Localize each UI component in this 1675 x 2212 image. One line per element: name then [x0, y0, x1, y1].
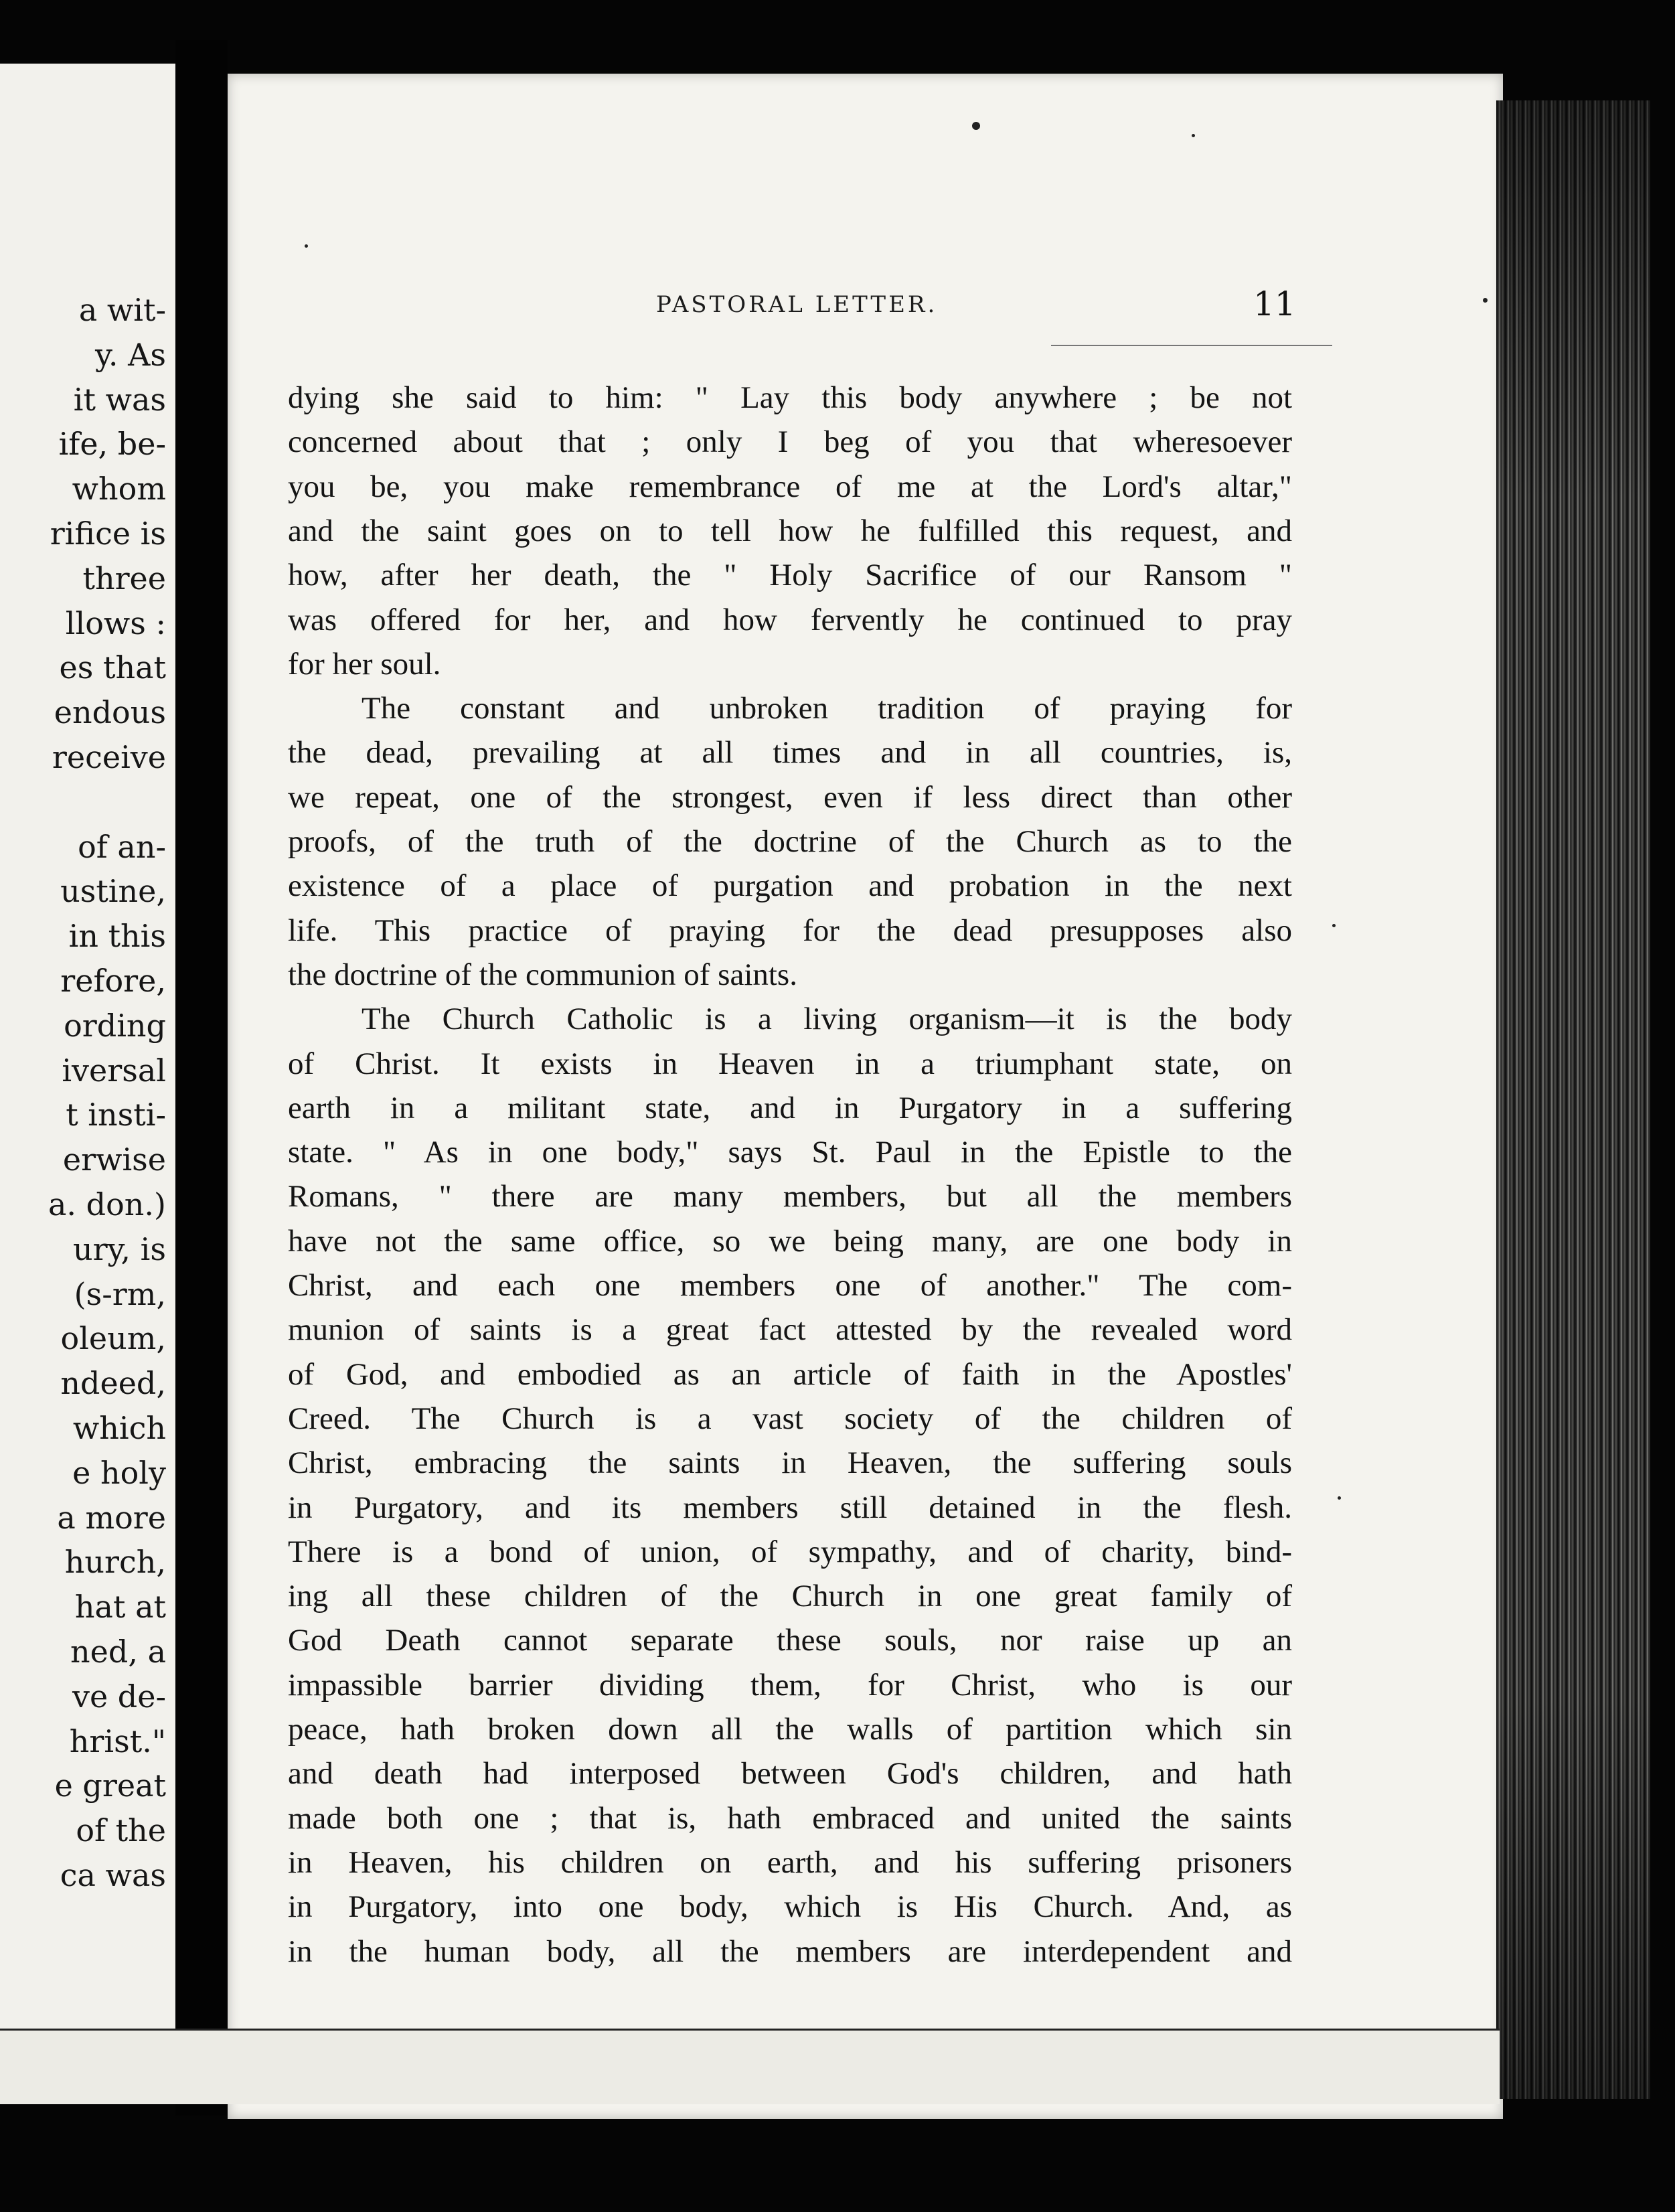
- body-text-line: proofs, of the truth of the doctrine of the Church as to the: [288, 824, 1292, 859]
- previous-page-line: hat at: [74, 1589, 166, 1626]
- bottom-margin-strip: [0, 2029, 1500, 2104]
- previous-page-line: ording: [64, 1007, 166, 1044]
- running-title: PASTORAL LETTER.: [656, 291, 938, 318]
- previous-page-line: it was: [73, 381, 166, 418]
- ink-speck: [1192, 134, 1195, 137]
- body-text-line: state. " As in one body," says St. Paul in the Epistle to the: [288, 1135, 1292, 1170]
- previous-page-line: of the: [76, 1812, 166, 1849]
- header-rule: [1051, 345, 1332, 346]
- previous-page-line: ury, is: [72, 1231, 166, 1267]
- body-text-line: in Heaven, his children on earth, and his suffering prisoners: [288, 1844, 1292, 1880]
- previous-page-line: y. As: [95, 336, 166, 373]
- previous-page-line: ustine,: [60, 873, 166, 910]
- body-text-line: Creed. The Church is a vast society of the children of: [288, 1401, 1292, 1436]
- body-text-line: impassible barrier dividing them, for Christ, who is our: [288, 1667, 1292, 1703]
- ink-speck: [305, 244, 308, 248]
- body-text-line: munion of saints is a great fact attested by the revealed word: [288, 1312, 1292, 1348]
- body-text-line: made both one ; that is, hath embraced and united the saints: [288, 1800, 1292, 1836]
- previous-page-line: a. don.): [48, 1186, 166, 1222]
- previous-page-line: t insti-: [66, 1097, 166, 1133]
- body-text-line: peace, hath broken down all the walls of partition which sin: [288, 1712, 1292, 1747]
- previous-page-line: whom: [72, 471, 166, 507]
- page-number: 11: [1253, 285, 1296, 323]
- previous-page-line: hurch,: [64, 1544, 166, 1581]
- previous-page-line: llows :: [65, 605, 166, 641]
- page-stack-shadow: [1496, 100, 1650, 2099]
- body-text-line: we repeat, one of the strongest, even if less direct than other: [288, 779, 1292, 815]
- previous-page-line: ndeed,: [60, 1365, 166, 1402]
- previous-page-line: erwise: [62, 1141, 166, 1178]
- body-text-line: you be, you make remembrance of me at the Lord's altar,": [288, 469, 1292, 504]
- ink-speck: [1332, 924, 1336, 927]
- previous-page-line: ve de-: [72, 1678, 166, 1715]
- body-text-line: was offered for her, and how fervently he continued to pray: [288, 602, 1292, 637]
- body-text-line: Christ, and each one members one of another." The com-: [288, 1268, 1292, 1303]
- previous-page-line: ned, a: [70, 1634, 166, 1670]
- previous-page-line: a wit-: [78, 292, 166, 328]
- body-text-line: ing all these children of the Church in one great family of: [288, 1579, 1292, 1614]
- previous-page-line: receive: [52, 739, 166, 775]
- body-text-line: The Church Catholic is a living organism—it is the body: [362, 1002, 1292, 1037]
- previous-page-line: rifice is: [50, 516, 166, 552]
- previous-page-sliver: [0, 64, 175, 2102]
- body-text-line: the doctrine of the communion of saints.: [288, 957, 797, 992]
- previous-page-line: oleum,: [60, 1320, 166, 1357]
- previous-page-line: a more: [57, 1499, 166, 1536]
- body-text-line: Romans, " there are many members, but all the members: [288, 1179, 1292, 1214]
- body-text-line: The constant and unbroken tradition of praying for: [362, 691, 1292, 726]
- previous-page-line: endous: [54, 694, 166, 731]
- previous-page-line: ca was: [60, 1857, 166, 1893]
- body-text-line: Christ, embracing the saints in Heaven, the suffering souls: [288, 1445, 1292, 1481]
- body-text-line: earth in a militant state, and in Purgatory in a suffering: [288, 1090, 1292, 1125]
- previous-page-line: in this: [68, 918, 166, 955]
- body-text-line: for her soul.: [288, 646, 441, 682]
- previous-page-line: e holy: [72, 1454, 166, 1491]
- body-text-line: in the human body, all the members are interdependent and: [288, 1933, 1292, 1969]
- body-text-line: There is a bond of union, of sympathy, and of charity, bind-: [288, 1534, 1292, 1569]
- ink-speck: [1338, 1496, 1341, 1500]
- body-text-line: dying she said to him: " Lay this body anywhere ; be not: [288, 380, 1292, 415]
- body-text-line: how, after her death, the " Holy Sacrifice of our Ransom ": [288, 558, 1292, 593]
- body-text-line: in Purgatory, and its members still detained in the flesh.: [288, 1490, 1292, 1525]
- body-text-line: concerned about that ; only I beg of you that wheresoever: [288, 424, 1292, 460]
- ink-speck: [1483, 298, 1488, 303]
- body-text-line: in Purgatory, into one body, which is His Church. And, as: [288, 1889, 1292, 1925]
- previous-page-line: es that: [59, 649, 166, 686]
- previous-page-line: (s-rm,: [74, 1275, 166, 1312]
- body-text-line: existence of a place of purgation and probation in the next: [288, 868, 1292, 904]
- body-text-line: have not the same office, so we being many, are one body in: [288, 1223, 1292, 1259]
- body-text-line: the dead, prevailing at all times and in all countries, is,: [288, 735, 1292, 771]
- previous-page-line: refore,: [60, 963, 166, 999]
- previous-page-line: iversal: [62, 1052, 166, 1089]
- book-gutter: [175, 40, 228, 2116]
- body-text-line: of God, and embodied as an article of faith in the Apostles': [288, 1356, 1292, 1392]
- previous-page-line: three: [82, 560, 166, 597]
- body-text-line: God Death cannot separate these souls, nor raise up an: [288, 1623, 1292, 1658]
- body-text-line: and the saint goes on to tell how he fulfilled this request, and: [288, 513, 1292, 548]
- previous-page-line: of an-: [78, 828, 166, 865]
- ink-speck: [972, 122, 980, 130]
- body-text-line: and death had interposed between God's children, and hath: [288, 1756, 1292, 1792]
- body-text-line: life. This practice of praying for the dead presupposes also: [288, 913, 1292, 948]
- previous-page-line: e great: [54, 1767, 166, 1804]
- previous-page-line: ife, be-: [58, 426, 166, 463]
- previous-page-line: hrist.": [69, 1723, 166, 1759]
- previous-page-line: which: [72, 1410, 166, 1446]
- body-text-line: of Christ. It exists in Heaven in a triumphant state, on: [288, 1046, 1292, 1081]
